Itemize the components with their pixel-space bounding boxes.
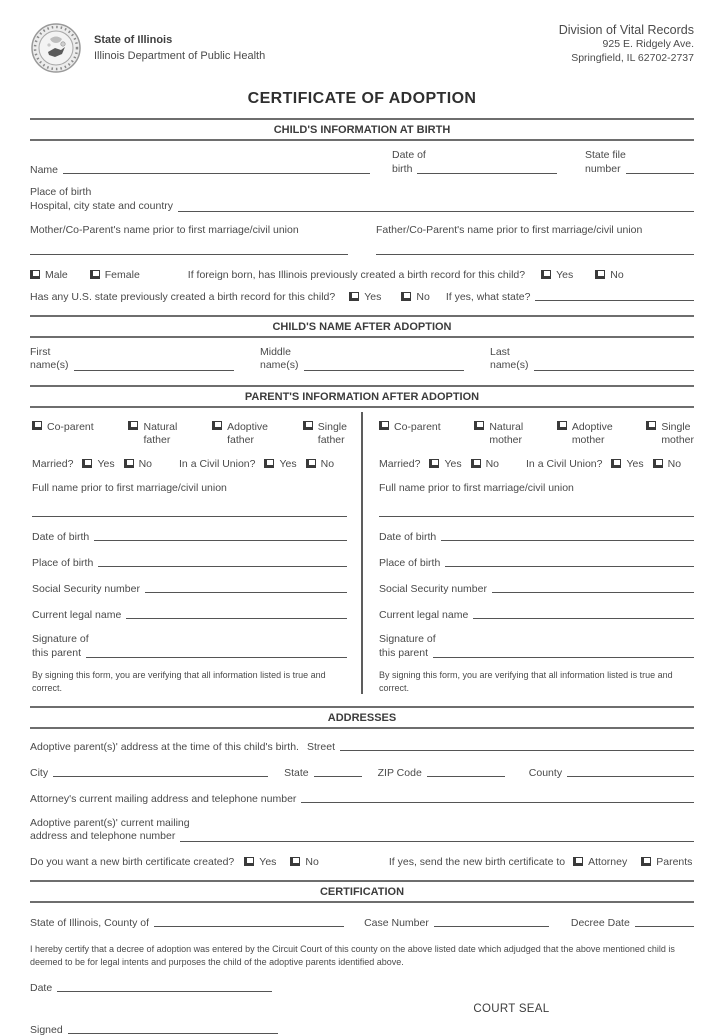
checkbox-icon [573,857,583,866]
certify-statement: I hereby certify that a decree of adoption was entered by the Circuit Court of this county on the above listed date which adjudged that the above mentioned child is deemed to be for legal intents and purposes the child of the adoptive parents identified above. [30,943,675,967]
send-to-attorney-checkbox[interactable]: Attorney [573,856,627,868]
left-dob-label: Date of birth [32,531,90,544]
current-mailing-label-bottom: address and telephone number [30,830,176,843]
checkbox-icon [290,857,300,866]
left-verify-text: By signing this form, you are verifying that all information listed is true and correct. [32,670,326,693]
checkbox-icon [32,421,42,430]
current-mailing-field[interactable] [180,841,694,842]
section-heading-certification: CERTIFICATION [30,880,694,903]
left-signature-field[interactable] [86,657,347,658]
county-of-label: State of Illinois, County of [30,916,150,929]
right-verify-text: By signing this form, you are verifying that all information listed is true and correct. [379,670,673,693]
us-yes-checkbox[interactable]: Yes [349,291,381,303]
checkbox-icon [379,421,389,430]
child-name-field[interactable] [63,173,370,174]
checkbox-icon [306,459,316,468]
left-civil-yes-checkbox[interactable]: Yes [264,458,296,470]
checkbox-icon [646,421,656,430]
date-field[interactable] [57,991,272,992]
left-married-no-checkbox[interactable]: No [124,458,152,470]
agency-department: Illinois Department of Public Health [94,50,266,62]
county-of-field[interactable] [154,926,344,927]
left-ssn-label: Social Security number [32,583,140,596]
signed-label: Signed [30,1024,63,1036]
left-civil-no-checkbox[interactable]: No [306,458,334,470]
right-co-parent-checkbox[interactable]: Co-parent [379,421,441,448]
decree-date-field[interactable] [635,926,694,927]
place-of-birth-label: Place of birth [30,186,92,199]
left-full-name-field[interactable] [32,516,347,517]
parents-grid [30,412,694,694]
foreign-yes-checkbox[interactable]: Yes [541,269,573,281]
division-name: Division of Vital Records [558,23,694,37]
right-natural-mother-checkbox[interactable]: Natural mother [474,421,523,448]
last-name-label-top: Last [490,345,510,358]
left-married-question: Married? [32,458,74,471]
male-checkbox[interactable]: Male [30,269,68,281]
state-file-label-bottom: number [585,162,621,175]
right-legal-name-field[interactable] [473,618,694,619]
mother-prior-name-field[interactable] [30,254,348,255]
current-mailing-label-top: Adoptive parent(s)' current mailing [30,816,190,829]
checkbox-icon [124,459,134,468]
right-ssn-field[interactable] [492,592,694,593]
checkbox-icon [128,421,138,430]
right-pob-label: Place of birth [379,557,441,570]
what-state-label: If yes, what state? [445,290,531,303]
checkbox-icon [611,459,621,468]
parent-column-right [361,412,694,694]
left-married-yes-checkbox[interactable]: Yes [82,458,114,470]
left-natural-father-checkbox[interactable]: Natural father [128,421,177,448]
new-cert-no-checkbox[interactable]: No [290,856,318,868]
checkbox-icon [429,459,439,468]
middle-name-label-bottom: name(s) [260,359,299,372]
father-prior-name-field[interactable] [376,254,694,255]
left-adoptive-father-checkbox[interactable]: Adoptive father [212,421,268,448]
header [30,22,694,74]
right-married-question: Married? [379,458,421,471]
right-signature-label-bottom: this parent [379,646,429,659]
right-married-no-checkbox[interactable]: No [471,458,499,470]
send-to-label: If yes, send the new birth certificate to [388,855,566,868]
middle-name-label-top: Middle [260,345,291,358]
attorney-address-label: Attorney's current mailing address and telephone number [30,792,297,805]
state-field[interactable] [314,776,362,777]
city-state-zip-row [30,767,694,779]
right-signature-field[interactable] [433,657,694,658]
left-legal-name-field[interactable] [126,618,347,619]
form-title: CERTIFICATE OF ADOPTION [247,90,477,107]
new-certificate-question: Do you want a new birth certificate created? [30,855,235,868]
us-state-question: Has any U.S. state previously created a birth record for this child? [30,290,336,303]
right-dob-label: Date of birth [379,531,437,544]
us-no-checkbox[interactable]: No [401,291,429,303]
left-co-parent-checkbox[interactable]: Co-parent [32,421,94,448]
zip-field[interactable] [427,776,505,777]
right-full-name-label: Full name prior to first marriage/civil union [379,482,574,495]
state-label: State [284,766,309,779]
child-name-after-row [30,346,694,373]
birth-address-label: Adoptive parent(s)' address at the time of this child's birth. [30,740,299,753]
zip-label: ZIP Code [377,766,422,779]
county-field[interactable] [567,776,694,777]
street-field[interactable] [340,750,694,751]
us-state-record-row [30,291,694,303]
checkbox-icon [595,270,605,279]
female-checkbox[interactable]: Female [90,269,140,281]
decree-date-label: Decree Date [570,916,630,929]
state-file-label-top: State file [585,149,626,161]
checkbox-icon [653,459,663,468]
mother-prior-name-label: Mother/Co-Parent's name prior to first marriage/civil union [30,223,299,236]
right-legal-name-label: Current legal name [379,609,469,622]
street-label: Street [306,740,335,753]
first-name-label-bottom: name(s) [30,359,69,372]
first-name-field[interactable] [74,370,234,371]
city-label: City [30,766,49,779]
place-of-birth-block [30,186,694,213]
checkbox-icon [401,292,411,301]
checkbox-icon [90,270,100,279]
date-label: Date [30,982,53,995]
illinois-state-seal-icon [30,22,82,74]
checkbox-icon [30,270,40,279]
foreign-no-checkbox[interactable]: No [595,269,623,281]
checkbox-icon [641,857,651,866]
right-full-name-field[interactable] [379,516,694,517]
left-single-father-checkbox[interactable]: Single father [303,421,347,448]
section-heading-parents: PARENT'S INFORMATION AFTER ADOPTION [30,385,694,408]
child-name-label: Name [30,164,59,177]
left-signature-label-top: Signature of [32,633,89,646]
left-pob-field[interactable] [98,566,347,567]
left-ssn-field[interactable] [145,592,347,593]
county-case-decree-row [30,917,694,929]
right-married-yes-checkbox[interactable]: Yes [429,458,461,470]
checkbox-icon [212,421,222,430]
right-signature-label-top: Signature of [379,633,436,646]
signed-field[interactable] [68,1033,278,1034]
case-number-label: Case Number [364,916,429,929]
checkbox-icon [82,459,92,468]
city-field[interactable] [53,776,268,777]
left-civil-union-question: In a Civil Union? [179,458,256,471]
left-full-name-label: Full name prior to first marriage/civil union [32,482,227,495]
current-mailing-row [30,817,694,844]
date-of-birth-label-bottom: birth [392,162,413,175]
what-state-field[interactable] [535,300,694,301]
parents-prior-names-row [30,224,694,257]
section-heading-addresses: ADDRESSES [30,706,694,729]
state-file-number-field[interactable] [626,173,694,174]
left-pob-label: Place of birth [32,557,94,570]
new-certificate-row [30,856,694,868]
foreign-born-question: If foreign born, has Illinois previously created a birth record for this child? [187,268,526,281]
left-legal-name-label: Current legal name [32,609,122,622]
agency-name: State of Illinois [94,33,173,46]
place-of-birth-field[interactable] [178,211,694,212]
date-of-birth-label-top: Date of [392,149,426,161]
right-ssn-label: Social Security number [379,583,487,596]
right-single-mother-checkbox[interactable]: Single mother [646,421,694,448]
case-number-field[interactable] [434,926,549,927]
left-signature-label-bottom: this parent [32,646,82,659]
checkbox-icon [264,459,274,468]
county-label: County [528,766,563,779]
sex-and-foreign-row [30,269,694,281]
attorney-address-field[interactable] [301,802,694,803]
last-name-field[interactable] [534,370,694,371]
left-dob-field[interactable] [94,540,347,541]
checkbox-icon [541,270,551,279]
last-name-label-bottom: name(s) [490,359,529,372]
court-seal-label: COURT SEAL [473,1003,550,1016]
checkbox-icon [474,421,484,430]
division-address-line1: 925 E. Ridgely Ave. [602,38,694,51]
father-prior-name-label: Father/Co-Parent's name prior to first marriage/civil union [376,223,643,236]
first-name-label-top: First [30,345,51,358]
attorney-address-row [30,793,694,805]
section-heading-child-birth: CHILD'S INFORMATION AT BIRTH [30,118,694,141]
right-adoptive-mother-checkbox[interactable]: Adoptive mother [557,421,613,448]
date-of-birth-field[interactable] [417,173,557,174]
right-civil-no-checkbox[interactable]: No [653,458,681,470]
section-heading-child-name: CHILD'S NAME AFTER ADOPTION [30,315,694,338]
checkbox-icon [557,421,567,430]
checkbox-icon [471,459,481,468]
right-pob-field[interactable] [445,566,694,567]
checkbox-icon [349,292,359,301]
right-dob-field[interactable] [441,540,694,541]
child-birth-row-1 [30,149,694,176]
parent-column-left [30,412,361,694]
send-to-parents-checkbox[interactable]: Parents [641,856,692,868]
middle-name-field[interactable] [304,370,464,371]
checkbox-icon [244,857,254,866]
birth-address-row [30,741,694,753]
checkbox-icon [303,421,313,430]
hospital-city-label: Hospital, city state and country [30,199,173,212]
new-cert-yes-checkbox[interactable]: Yes [244,856,276,868]
right-civil-yes-checkbox[interactable]: Yes [611,458,643,470]
division-address-line2: Springfield, IL 62702-2737 [571,51,694,64]
date-seal-signed-block [30,982,694,1036]
right-civil-union-question: In a Civil Union? [526,458,603,471]
